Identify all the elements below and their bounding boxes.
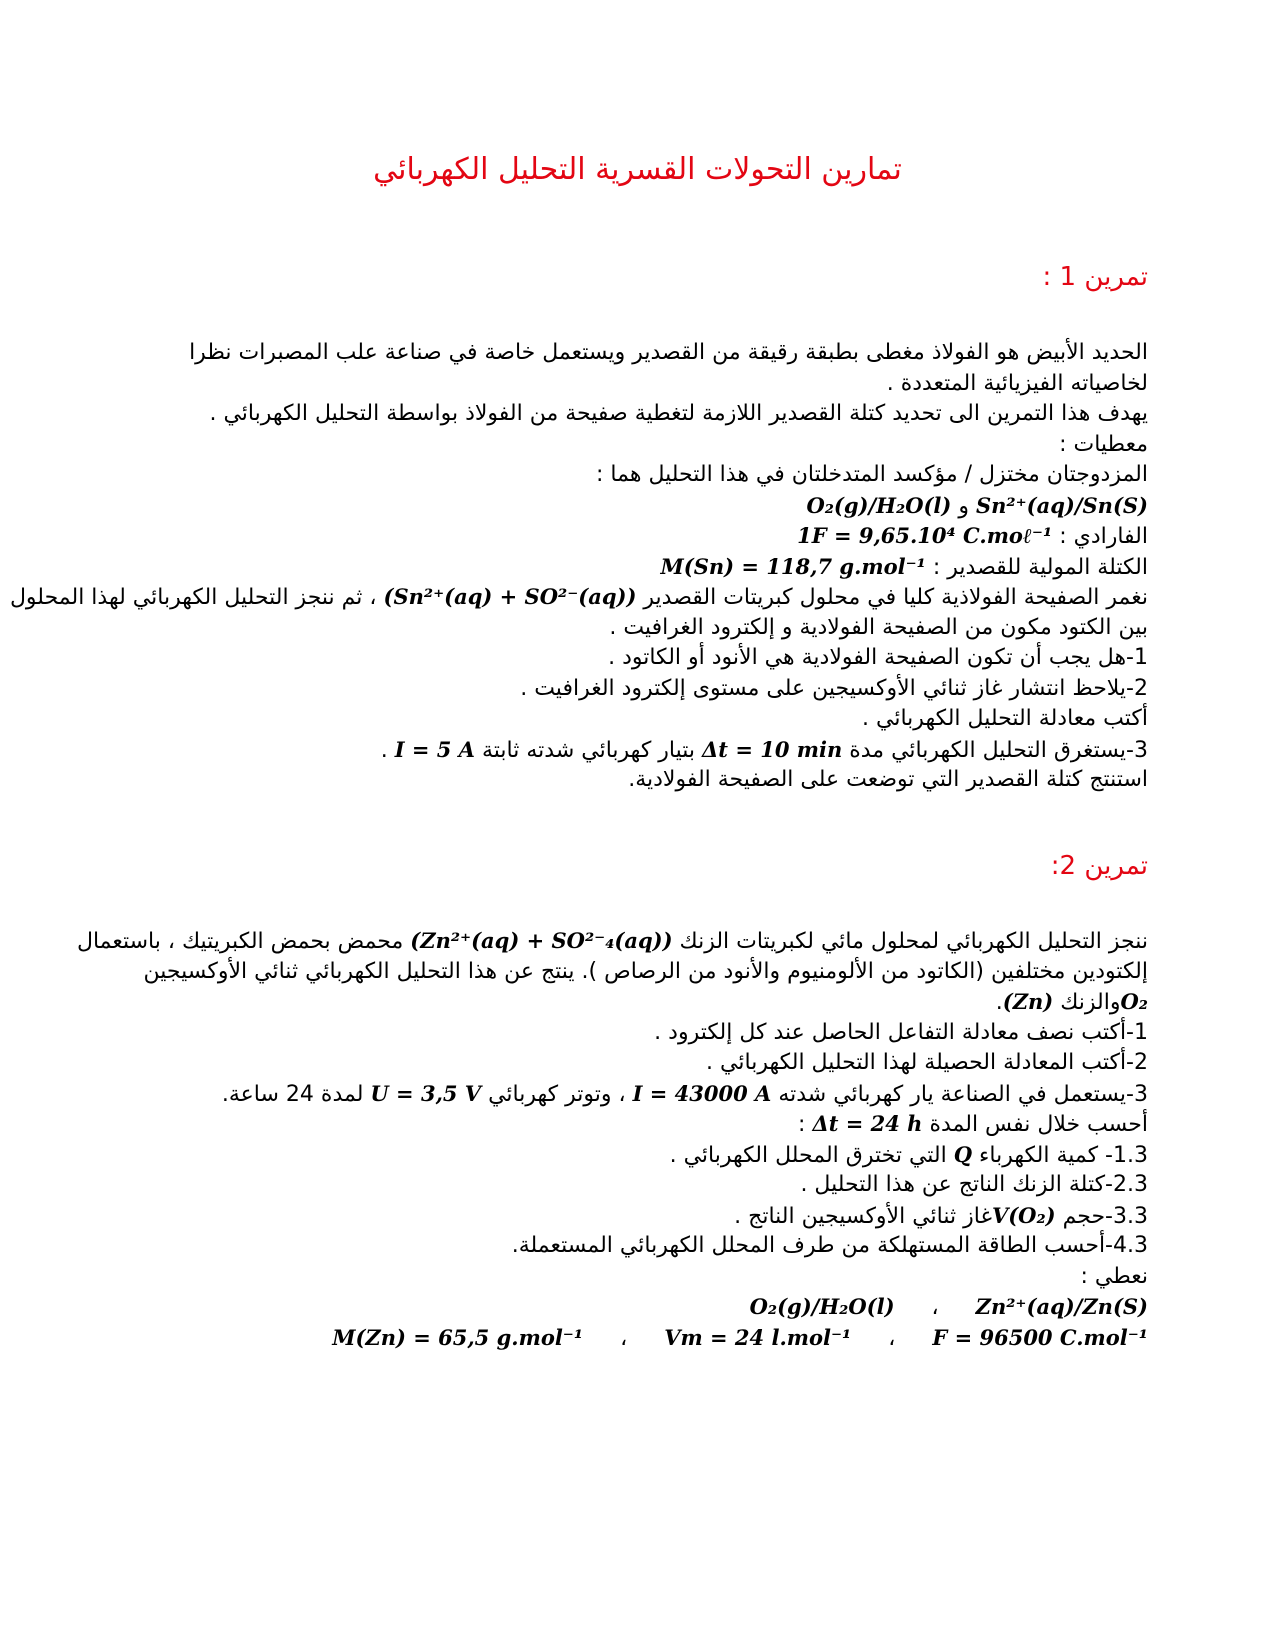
ex2-couple-zn: Zn²⁺(aq)/Zn(S) [975, 1294, 1148, 1319]
ex2-constants [138, 1323, 1148, 1354]
ex2-faraday-value: F = 96500 C.mol⁻¹ [932, 1324, 1148, 1350]
ex2-q33-a: 3.3-حجم [1062, 1203, 1148, 1229]
ex1-couple-sn: Sn²⁺(aq)/Sn(S) [975, 492, 1148, 518]
ex1-q3-b: بتيار كهربائي شدته ثابتة [481, 737, 696, 763]
ex2-q31-a: 1.3- كمية الكهرباء [979, 1142, 1148, 1168]
ex2-q31-b: التي تخترق المحلل الكهربائي . [669, 1142, 947, 1168]
ex1-faraday [118, 521, 1148, 552]
ex2-para-1 [76, 926, 1148, 957]
ex1-couples-label: المزدوجتان مختزل / مؤكسد المتدخلتان في هذا التحليل هما : [596, 462, 1148, 487]
ex1-couple-o2: O₂(g)/H₂O(l) [806, 492, 952, 518]
exercise-2-body [76, 926, 1148, 1353]
ex2-q3-b: ، وتوتر كهربائي [488, 1081, 626, 1107]
ex2-mzn-value: M(Zn) = 65,5 g.mol⁻¹ [332, 1324, 584, 1350]
ex2-para-3 [138, 987, 1148, 1018]
ex2-q3-i: I = 43000 A [632, 1080, 772, 1106]
ex1-intro: الحديد الأبيض هو الفولاذ مغطى بطبقة رقيقة من القصدير ويستعمل خاصة في صناعة علب المصبرات نظرا لخاصياته الفيزيائية المتعددة . [189, 340, 1148, 396]
page-title: تمارين التحولات القسرية التحليل الكهربائي [373, 152, 902, 187]
ex2-p3-o2: O₂ [1120, 989, 1148, 1014]
ex1-givens-label: معطيات : [1059, 431, 1148, 457]
ex1-molar-mass [118, 552, 1148, 583]
exercise-1-heading: تمرين 1 : [1042, 262, 1148, 292]
ex2-question-3-2: 2.3-كتلة الزنك الناتج عن هذا التحليل . [800, 1172, 1148, 1197]
ex1-faraday-value: 1F = 9,65.10⁴ C.moℓ⁻¹ [797, 523, 1053, 548]
ex1-immerse [9, 582, 1148, 613]
ex1-question-3b: استنتج كتلة القصدير التي توضعت على الصفيحة الفولادية. [628, 767, 1148, 792]
ex2-q3b-a: أحسب خلال نفس المدة [929, 1112, 1148, 1137]
ex2-p1-a: ننجز التحليل الكهربائي لمحلول مائي لكبريتات الزنك [679, 929, 1148, 954]
ex2-question-3-3 [138, 1201, 1148, 1232]
ex2-question-1: 1-أكتب نصف معادلة التفاعل الحاصل عند كل إلكترود . [654, 1019, 1148, 1045]
ex2-couple-o2: O₂(g)/H₂O(l) [749, 1294, 895, 1319]
ex2-q3-u: U = 3,5 V [370, 1080, 482, 1106]
ex1-molar-label: الكتلة المولية للقصدير : [932, 554, 1148, 580]
ex2-couples [138, 1292, 1148, 1323]
ex2-q3-a: 3-يستعمل في الصناعة يار كهربائي شدته [778, 1081, 1148, 1107]
ex1-immerse-b: ، ثم ننجز التحليل الكهربائي لهذا المحلول [9, 585, 377, 610]
ex1-question-1: 1-هل يجب أن تكون الصفيحة الفولادية هي الأنود أو الكاتود . [608, 645, 1148, 670]
ex2-givens-label: نعطي : [1080, 1263, 1148, 1289]
ex2-vm-value: Vm = 24 l.mol⁻¹ [664, 1324, 852, 1350]
ex1-q3-i: I = 5 A [394, 736, 475, 762]
ex1-immerse-a: نغمر الصفيحة الفولاذية كليا في محلول كبريتات القصدير [643, 585, 1148, 610]
ex2-question-3 [138, 1079, 1148, 1110]
ex2-p3-zn: (Zn) [1002, 989, 1054, 1014]
ex2-q3-c: لمدة 24 ساعة. [221, 1081, 364, 1107]
ex1-faraday-label: الفارادي : [1059, 524, 1148, 549]
ex2-question-3-4: 4.3-أحسب الطاقة المستهلكة من طرف المحلل الكهربائي المستعملة. [511, 1233, 1148, 1258]
ex1-couples [118, 491, 1148, 522]
ex2-q31-q: Q [953, 1141, 973, 1167]
ex1-question-2: 2-يلاحظ انتشار غاز ثنائي الأوكسيجين على مستوى إلكترود الغرافيت . [520, 675, 1148, 701]
ex2-p3-end: . [995, 990, 1003, 1015]
ex1-question-2b: أكتب معادلة التحليل الكهربائي . [862, 706, 1148, 731]
ex1-q3-dt: Δt = 10 min [702, 736, 843, 762]
ex2-sep-3: ، [620, 1325, 628, 1351]
ex2-question-3-1 [138, 1140, 1148, 1171]
ex2-q33-b: غاز ثنائي الأوكسيجين الناتج . [734, 1203, 992, 1229]
ex2-p1-b: محمض بحمض الكبريتيك ، باستعمال [76, 929, 404, 954]
ex1-molar-value: M(Sn) = 118,7 g.mol⁻¹ [660, 553, 926, 579]
ex1-immerse-formula: (Sn²⁺(aq) + SO²⁻(aq)) [383, 584, 637, 609]
ex2-sep-1: ، [931, 1295, 939, 1320]
ex2-q3b-dt: Δt = 24 h [812, 1111, 923, 1136]
ex1-q3-end: . [380, 737, 388, 763]
exercise-2-heading: تمرين 2: [1050, 851, 1148, 881]
ex2-p1-formula: (Zn²⁺(aq) + SO²⁻₄(aq)) [410, 928, 673, 953]
ex2-q3b-end: : [798, 1112, 806, 1137]
ex1-between: بين الكتود مكون من الصفيحة الفولادية و إلكترود الغرافيت . [609, 614, 1148, 640]
exercise-1-body [9, 338, 1148, 796]
ex1-q3-a: 3-يستغرق التحليل الكهربائي مدة [849, 737, 1148, 763]
ex2-p3-a: والزنك [1060, 990, 1121, 1015]
ex1-and: و [958, 493, 969, 519]
ex2-q33-v: V(O₂) [991, 1202, 1056, 1228]
ex1-question-3 [118, 735, 1148, 766]
ex2-question-2: 2-أكتب المعادلة الحصيلة لهذا التحليل الكهربائي . [706, 1050, 1148, 1075]
ex2-question-3b [138, 1109, 1148, 1140]
ex2-para-2: إلكتودين مختلفين (الكاتود من الألومنيوم والأنود من الرصاص ). ينتج عن هذا التحليل الكهربائي ثنائي الأوكسيجين [143, 958, 1148, 984]
ex2-sep-2: ، [888, 1325, 896, 1351]
ex1-aim: يهدف هذا التمرين الى تحديد كتلة القصدير اللازمة لتغطية صفيحة من الفولاذ بواسطة التحليل الكهربائي . [209, 401, 1148, 426]
